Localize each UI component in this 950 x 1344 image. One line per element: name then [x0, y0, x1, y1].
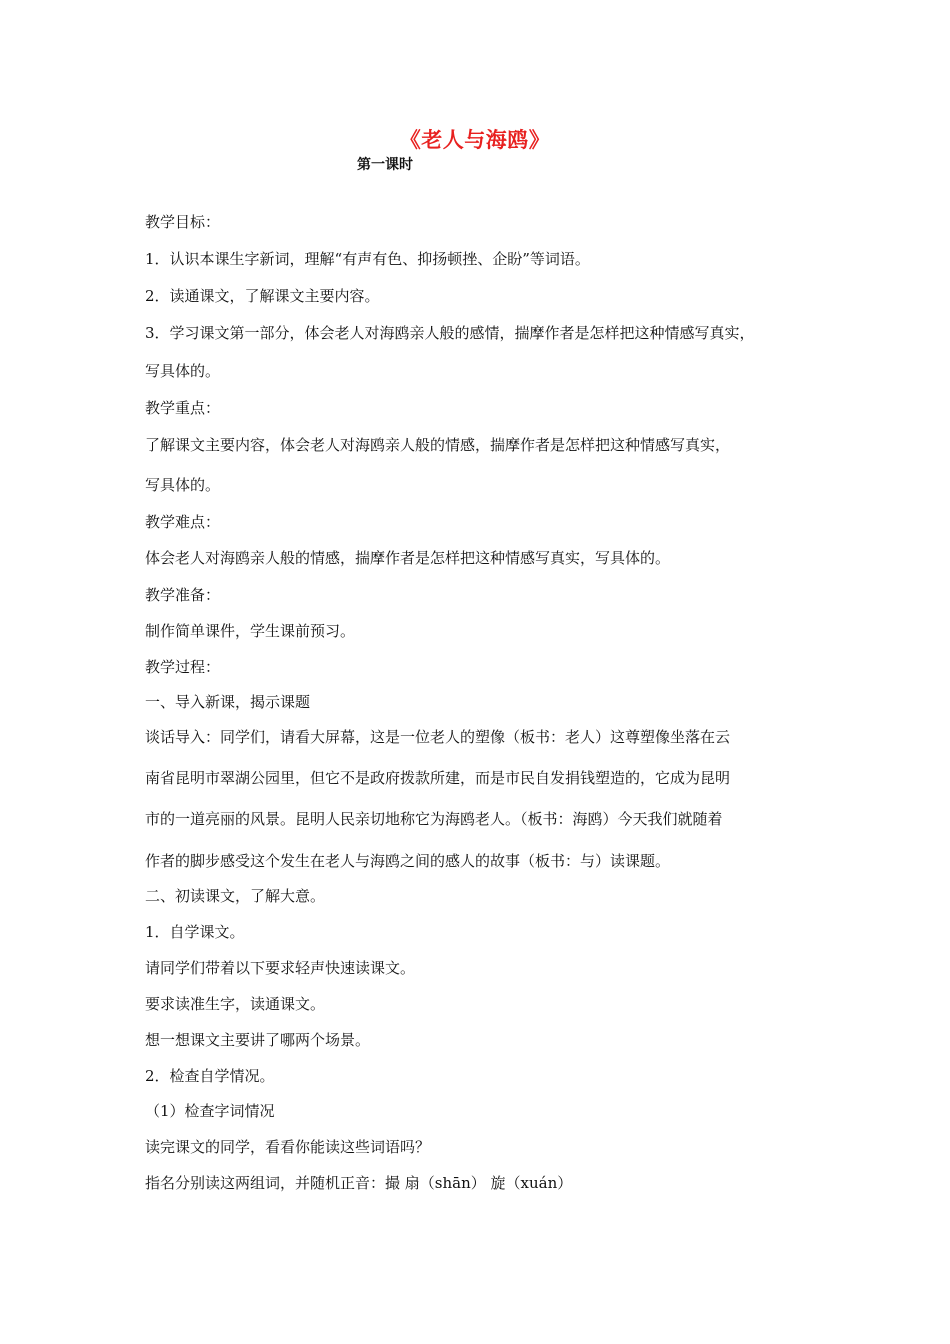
text-line: 3．学习课文第一部分，体会老人对海鸥亲人般的感情，揣摩作者是怎样把这种情感写真实，: [145, 324, 755, 342]
text-line: 2．检查自学情况。: [145, 1067, 275, 1085]
text-line: 2．读通课文，了解课文主要内容。: [145, 287, 380, 305]
text-line: 教学难点：: [145, 513, 221, 531]
text-line: （1）检查字词情况: [145, 1102, 275, 1120]
text-line: 1．自学课文。: [145, 923, 245, 941]
text-line: 要求读准生字，读通课文。: [145, 995, 326, 1013]
text-line: 南省昆明市翠湖公园里，但它不是政府拨款所建，而是市民自发捐钱塑造的，它成为昆明: [145, 769, 731, 787]
text-line: 请同学们带着以下要求轻声快速读课文。: [145, 959, 416, 977]
text-line: 了解课文主要内容，体会老人对海鸥亲人般的情感，揣摩作者是怎样把这种情感写真实，: [145, 436, 731, 454]
document-subtitle: 第一课时: [357, 157, 413, 173]
text-line: 读完课文的同学，看看你能读这些词语吗？: [145, 1138, 431, 1156]
text-line: 想一想课文主要讲了哪两个场景。: [145, 1031, 371, 1049]
text-line: 市的一道亮丽的风景。昆明人民亲切地称它为海鸥老人。（板书：海鸥）今天我们就随着: [145, 810, 723, 828]
text-line: 写具体的。: [145, 476, 221, 494]
text-line: 教学过程：: [145, 658, 221, 676]
text-line: 作者的脚步感受这个发生在老人与海鸥之间的感人的故事（板书：与）读课题。: [145, 852, 671, 870]
document-title: 《老人与海鸥》: [399, 128, 551, 152]
text-line: 一、导入新课，揭示课题: [145, 693, 311, 711]
text-line: 写具体的。: [145, 362, 221, 380]
text-line: 教学目标：: [145, 213, 221, 231]
text-line: 教学重点：: [145, 399, 221, 417]
text-line: 教学准备：: [145, 586, 221, 604]
text-line: 1．认识本课生字新词，理解“有声有色、抑扬顿挫、企盼”等词语。: [145, 250, 590, 268]
text-line: 二、初读课文，了解大意。: [145, 887, 326, 905]
text-line: 指名分别读这两组词，并随机正音：撮 扇（shān） 旋（xuán）: [145, 1174, 573, 1192]
text-line: 谈话导入：同学们，请看大屏幕，这是一位老人的塑像（板书：老人）这尊塑像坐落在云: [145, 728, 731, 746]
text-line: 制作简单课件，学生课前预习。: [145, 622, 356, 640]
text-line: 体会老人对海鸥亲人般的情感，揣摩作者是怎样把这种情感写真实，写具体的。: [145, 549, 671, 567]
